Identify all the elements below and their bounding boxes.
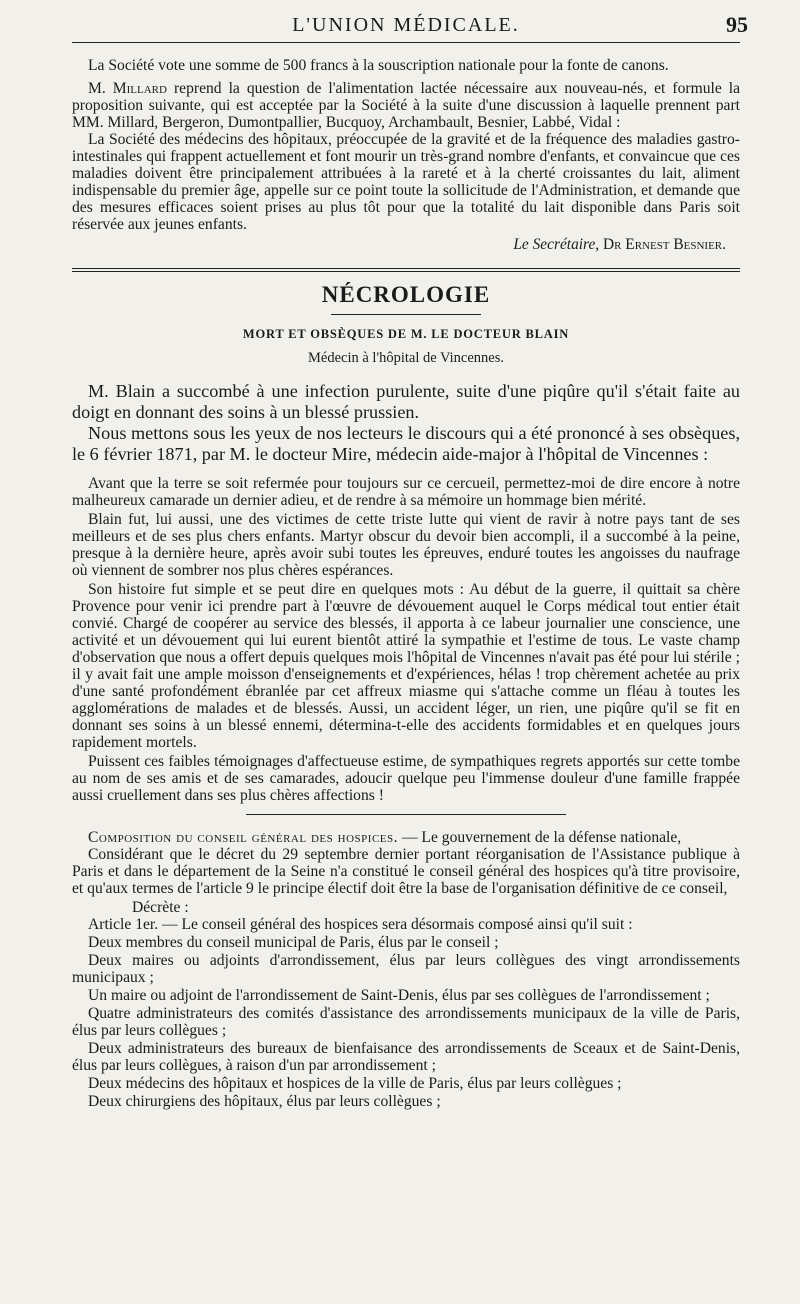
header-rule <box>72 42 740 43</box>
list-item: Deux médecins des hôpitaux et hospices de la ville de Paris, élus par leurs collègues ; <box>88 1075 622 1092</box>
signature-name: , Dr Ernest Besnier. <box>595 236 726 253</box>
double-rule <box>72 268 740 272</box>
funeral-speech <box>72 475 740 804</box>
speech-paragraph: Son histoire fut simple et se peut dire en quelques mots : Au début de la guerre, il quittait sa chère Provence pour venir ici prendre part à l'œuvre de dévouement auquel le Corps médical tout entier était convié. Chargé de coopérer au service des blessés, il apporta à ce labeur journalier une conscience, une activité et un dévouement qui lui eurent bientôt attiré la sympathie et l'estime de tous. Le vaste champ d'observation que nous a offert depuis quelques mois l'hôpital de Vincennes n'avait pas été pour lui stérile ; il y avait fait une ample moisson d'enseignements et d'expériences, hélas ! trop chèrement achetée au prix d'une santé profondément ébranlée par cet affreux miasme qui s'attache comme un fléau à toutes les agglomérations de malades et de blessés. Aussi, un accident léger, un rien, une piqûre qu'il se fit en donnant ses soins à un blessé ennemi, détermina-t-elle des accidents formidables et en quelques jours rapidement mortels. <box>72 581 740 751</box>
millard-name: M. Millard <box>88 80 167 97</box>
obituary-heading: MORT ET OBSÈQUES DE M. LE DOCTEUR BLAIN <box>242 327 570 341</box>
running-header <box>72 10 748 42</box>
list-item: Deux administrateurs des bureaux de bienfaisance des arrondissements de Sceaux et de Saint-Denis, élus par leurs collègues, à raison d'un par arrondissement ; <box>72 1040 740 1074</box>
list-item: Un maire ou adjoint de l'arrondissement de Saint-Denis, élus par ses collègues de l'arrondissement ; <box>88 987 710 1004</box>
list-item: Deux maires ou adjoints d'arrondissement, élus par leurs collègues des vingt arrondissements municipaux ; <box>72 952 740 986</box>
millard-paragraph <box>72 80 740 131</box>
composition-intro <box>72 829 740 846</box>
section-separator <box>72 268 740 272</box>
decrete-line: Décrète : <box>132 899 189 916</box>
speech-paragraph: Blain fut, lui aussi, une des victimes de cette triste lutte qui vient de ravir à notre pays tant de ses meilleurs et de ses plus chers enfants. Martyr obscur du devoir bien accompli, il a succombé à la peine, presque à la dernière heure, après avoir subi toutes les épreuves, enduré toutes les angoisses du naufrage où viennent de sombrer nos plus chères espérances. <box>72 511 740 579</box>
speech-paragraph: Avant que la terre se soit refermée pour toujours sur ce cercueil, permettez-moi de dire encore à notre malheureux camarade un dernier adieu, et de rendre à sa mémoire un hommage bien mérité. <box>72 475 740 509</box>
proposition-paragraph: La Société des médecins des hôpitaux, préoccupée de la gravité et de la fréquence des maladies gastro-intestinales qui frappent actuellement et font mourir un très-grand nombre d'enfants, et convaincue que ces maladies doivent être principalement attribuées à la rareté et à la cherté croissantes du lait, aliment indispensable du premier âge, appelle sur ce point toute la sollicitude de l'Administration, et demande que des mesures efficaces soient prises au plus tôt pour que la totalité du lait disponible dans Paris soit réservée aux jeunes enfants. <box>72 131 740 233</box>
running-title: L'UNION MÉDICALE. <box>292 14 520 36</box>
obituary-subheading: Médecin à l'hôpital de Vincennes. <box>308 350 504 366</box>
list-item: Quatre administrateurs des comités d'assistance des arrondissements municipaux de la ville de Paris, élus par leurs collègues ; <box>72 1005 740 1039</box>
article-one: Article 1er. — Le conseil général des hospices sera désormais composé ainsi qu'il suit : <box>88 916 633 933</box>
document-page <box>72 10 748 1110</box>
list-item: Deux membres du conseil municipal de Paris, élus par le conseil ; <box>88 934 499 951</box>
page-number: 95 <box>726 12 748 37</box>
title-underline <box>331 314 481 315</box>
council-composition <box>72 829 740 1110</box>
lead-paragraph: M. Blain a succombé à une infection purulente, suite d'une piqûre qu'il s'était faite au doigt en donnant des soins à un blessé prussien. <box>72 381 740 422</box>
composition-intro-text: — Le gouvernement de la défense nationale, <box>398 829 682 846</box>
lead-paragraph: Nous mettons sous les yeux de nos lecteurs le discours qui a été prononcé à ses obsèques, le 6 février 1871, par M. le docteur Mire, médecin aide-major à l'hôpital de Vincennes : <box>72 423 740 464</box>
composition-heading: Composition du conseil général des hospices. <box>88 829 399 846</box>
considerant-paragraph: Considérant que le décret du 29 septembre dernier portant réorganisation de l'Assistance publique à Paris et dans le département de la Seine n'a constitué le conseil général des hospices qu'à titre provisoire, et qu'aux termes de l'article 9 le principe électif doit être la base de l'organisation définitive de ce conseil, <box>72 846 740 897</box>
article-separator <box>246 814 566 815</box>
millard-text: reprend la question de l'alimentation lactée nécessaire aux nouveau-nés, et formule la proposition suivante, qui est acceptée par la Société à la suite d'une discussion à laquelle prennent part MM. Millard, Bergeron, Dumontpallier, Bucquoy, Archambault, Besnier, Labbé, Vidal : <box>72 80 741 131</box>
list-item: Deux chirurgiens des hôpitaux, élus par leurs collègues ; <box>88 1093 441 1110</box>
member-list <box>72 934 740 1110</box>
secretary-signature <box>72 236 740 254</box>
section-title: NÉCROLOGIE <box>321 282 491 307</box>
vote-paragraph: La Société vote une somme de 500 francs à la souscription nationale pour la fonte de canons. <box>88 57 669 74</box>
signature-role: Le Secrétaire <box>513 236 596 253</box>
speech-paragraph: Puissent ces faibles témoignages d'affectueuse estime, de sympathiques regrets apportés sur cette tombe au nom de ses amis et de ses camarades, adoucir quelque peu l'immense douleur d'une famille frappée aussi cruellement dans ses plus chères affections ! <box>72 753 740 804</box>
